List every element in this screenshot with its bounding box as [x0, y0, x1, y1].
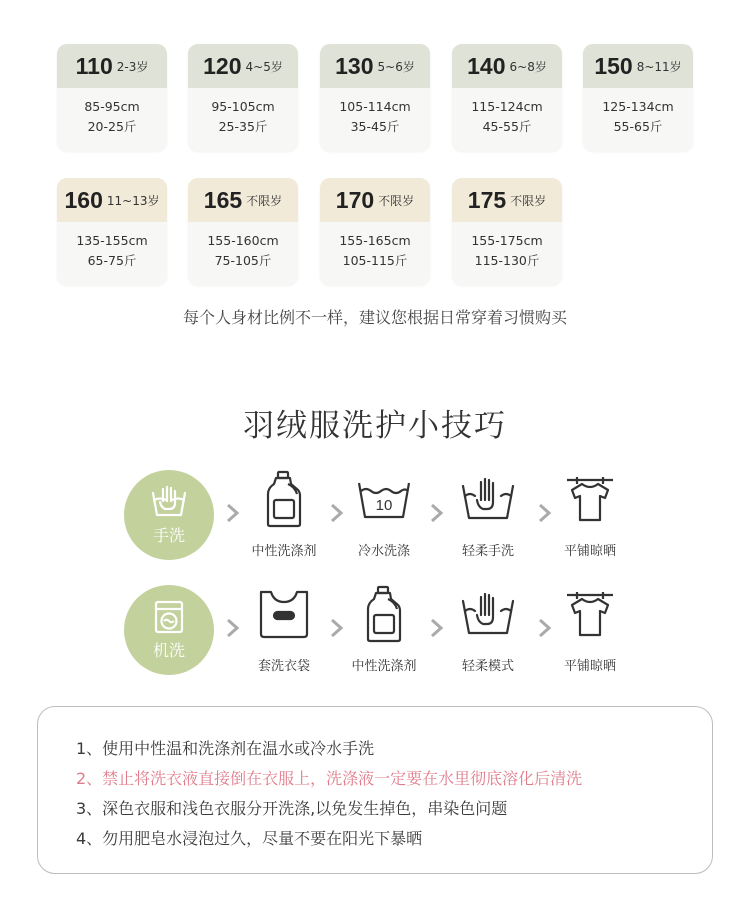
- wash-temp-text: 10: [375, 497, 393, 514]
- size-card-140: [452, 44, 562, 151]
- size-age: 不限岁: [378, 193, 415, 208]
- step-lay-flat-dry: [542, 583, 638, 674]
- size-card-175: [452, 178, 562, 285]
- size-height: 95-105cm: [211, 99, 275, 114]
- step-laundry-bag: [236, 583, 332, 674]
- laundry-bag-icon: [257, 588, 311, 640]
- size-height: 155-160cm: [207, 233, 279, 248]
- size-number: 175: [467, 186, 507, 213]
- size-card-165: [188, 178, 298, 285]
- size-card-130: [320, 44, 430, 151]
- size-height: 135-155cm: [76, 233, 148, 248]
- size-weight: 35-45斤: [350, 119, 400, 134]
- size-age: 2-3岁: [116, 59, 149, 74]
- size-number: 170: [335, 186, 375, 213]
- size-number: 130: [335, 52, 374, 79]
- size-card-header: [320, 178, 430, 222]
- size-height: 105-114cm: [339, 99, 411, 114]
- size-weight: 25-35斤: [218, 119, 268, 134]
- detergent-bottle-icon: [264, 470, 304, 528]
- size-card-160: [57, 178, 167, 285]
- step-label: 平铺晾晒: [563, 544, 616, 559]
- step-label: 平铺晾晒: [563, 659, 616, 674]
- step-label: 中性洗涤剂: [251, 544, 317, 559]
- step-cold-water: [336, 468, 432, 559]
- size-height: 115-124cm: [471, 99, 543, 114]
- size-age: 6~8岁: [509, 59, 547, 74]
- size-card-header: [452, 44, 562, 88]
- size-age: 4~5岁: [245, 59, 283, 74]
- size-height: 85-95cm: [84, 99, 140, 114]
- size-weight: 75-105斤: [214, 253, 272, 268]
- step-label: 中性洗涤剂: [351, 659, 417, 674]
- care-tip: 3、深色衣服和浅色衣服分开洗涤,以免发生掉色，串染色问题: [76, 799, 508, 818]
- size-age: 11~13岁: [106, 193, 160, 208]
- step-label: 轻柔模式: [461, 659, 514, 674]
- step-detergent: [236, 468, 332, 559]
- size-card-150: [583, 44, 693, 151]
- drying-shirt-icon: [565, 589, 615, 639]
- step-gentle-mode: [440, 583, 536, 674]
- machine-wash-row: [0, 583, 750, 693]
- size-number: 160: [64, 186, 103, 213]
- hand-wash-label: 手洗: [152, 525, 185, 545]
- size-number: 165: [203, 186, 243, 213]
- size-number: 140: [467, 52, 506, 79]
- size-card-110: [57, 44, 167, 151]
- care-tips-box: [37, 706, 713, 874]
- size-number: 110: [75, 52, 113, 79]
- machine-wash-badge: [124, 585, 214, 675]
- washing-machine-icon: [154, 600, 184, 634]
- hand-in-tub-icon: [460, 591, 516, 637]
- size-weight: 45-55斤: [482, 119, 532, 134]
- hand-in-tub-icon: [460, 476, 516, 522]
- size-age: 5~6岁: [377, 59, 415, 74]
- size-card-header: [188, 44, 298, 88]
- size-weight: 55-65斤: [613, 119, 663, 134]
- machine-wash-label: 机洗: [152, 640, 185, 660]
- size-card-header: [57, 44, 167, 88]
- care-tip: 4、勿用肥皂水浸泡过久，尽量不要在阳光下暴晒: [76, 829, 423, 848]
- size-note: 每个人身材比例不一样，建议您根据日常穿着习惯购买: [182, 308, 567, 327]
- wash-care-title: 羽绒服洗护小技巧: [243, 408, 507, 444]
- size-weight: 20-25斤: [87, 119, 137, 134]
- size-card-header: [57, 178, 167, 222]
- size-age: 不限岁: [510, 193, 547, 208]
- size-card-header: [452, 178, 562, 222]
- detergent-bottle-icon: [364, 585, 404, 643]
- size-card-header: [583, 44, 693, 88]
- hand-wash-badge: [124, 470, 214, 560]
- step-gentle-hand-wash: [440, 468, 536, 559]
- size-height: 155-165cm: [339, 233, 411, 248]
- size-weight: 65-75斤: [87, 253, 137, 268]
- size-card-170: [320, 178, 430, 285]
- hand-wash-row: [0, 468, 750, 578]
- size-height: 155-175cm: [471, 233, 543, 248]
- step-label: 冷水洗涤: [357, 544, 410, 559]
- care-tip: 1、使用中性温和洗涤剂在温水或冷水手洗: [76, 739, 375, 758]
- size-weight: 115-130斤: [474, 253, 540, 268]
- size-age: 不限岁: [246, 193, 283, 208]
- step-detergent: [336, 583, 432, 674]
- care-tip-warning: 2、禁止将洗衣液直接倒在衣服上，洗涤液一定要在水里彻底溶化后清洗: [76, 769, 583, 788]
- size-card-header: [320, 44, 430, 88]
- size-age: 8~11岁: [636, 59, 682, 74]
- hand-wash-basin-icon: [149, 485, 189, 519]
- step-lay-flat-dry: [542, 468, 638, 559]
- size-chart: [0, 0, 750, 300]
- size-weight: 105-115斤: [342, 253, 408, 268]
- size-number: 150: [594, 52, 633, 79]
- drying-shirt-icon: [565, 474, 615, 524]
- size-card-header: [188, 178, 298, 222]
- wash-tub-icon: [356, 477, 412, 521]
- step-label: 轻柔手洗: [461, 544, 514, 559]
- size-number: 120: [203, 52, 242, 79]
- step-label: 套洗衣袋: [257, 659, 310, 674]
- size-card-120: [188, 44, 298, 151]
- size-height: 125-134cm: [602, 99, 674, 114]
